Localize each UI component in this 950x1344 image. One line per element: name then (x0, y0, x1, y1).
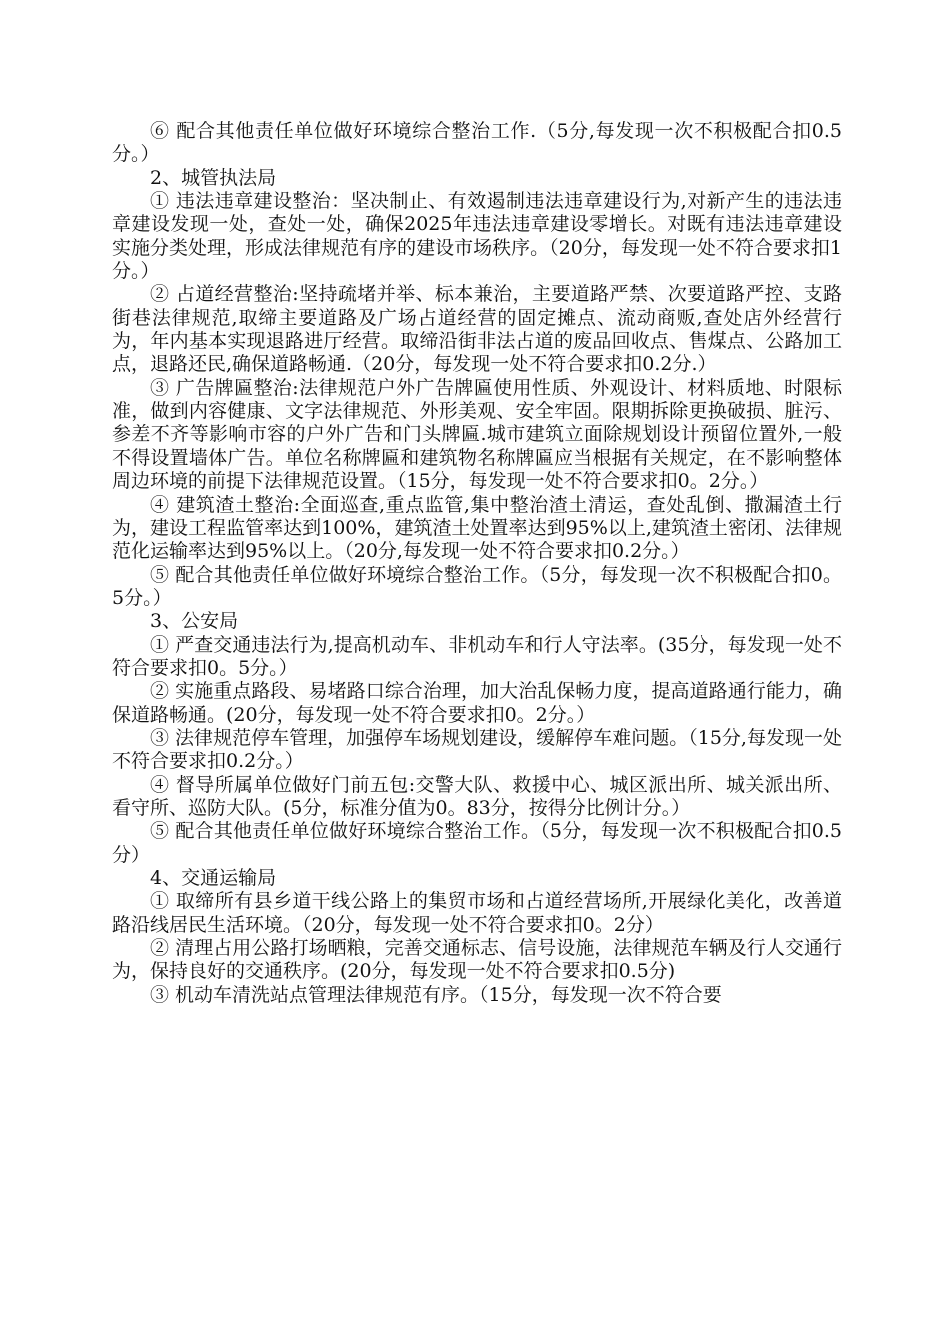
paragraph-markets-on-roads: ① 取缔所有县乡道干线公路上的集贸市场和占道经营场所,开展绿化美化，改善道路沿线居民生活环境。（20分，每发现一处不符合要求扣0。2分） (112, 890, 842, 936)
heading-public-security: 3、公安局 (150, 610, 239, 633)
paragraph-five-guarantees: ④ 督导所属单位做好门前五包:交警大队、救援中心、城区派出所、城关派出所、看守所、巡防大队。(5分，标准分值为0。83分，按得分比例计分。） (112, 773, 842, 819)
paragraph-grain-drying: ② 清理占用公路打场晒粮，完善交通标志、信号设施，法律规范车辆及行人交通行为，保持良好的交通秩序。(20分，每发现一处不符合要求扣0.5分) (112, 937, 842, 983)
paragraph-cooperate-police: ⑤ 配合其他责任单位做好环境综合整治工作。（5分，每发现一次不积极配合扣0.5分） (112, 820, 842, 866)
paragraph-cooperate-6: ⑥ 配合其他责任单位做好环境综合整治工作.（5分,每发现一次不积极配合扣0.5分。） (112, 120, 842, 166)
paragraph-billboard: ③ 广告牌匾整治:法律规范户外广告牌匾使用性质、外观设计、材料质地、时限标准，做到内容健康、文字法律规范、外形美观、安全牢固。限期拆除更换破损、脏污、参差不齐等影响市容的户外广告和门头牌匾.城市建筑立面除规划设计预留位置外,一般不得设置墙体广告。单位名称牌匾和建筑物名称牌匾应当根据有关规定，在不影响整体周边环境的前提下法律规范设置。（15分，每发现一处不符合要求扣0。2分。） (112, 376, 842, 493)
paragraph-key-roads: ② 实施重点路段、易堵路口综合治理，加大治乱保畅力度，提高道路通行能力，确保道路畅通。(20分，每发现一处不符合要求扣0。2分。） (112, 680, 842, 726)
document-page (112, 120, 842, 1007)
paragraph-parking: ③ 法律规范停车管理，加强停车场规划建设，缓解停车难问题。（15分,每发现一处不符合要求扣0.2分。） (112, 726, 842, 773)
paragraph-construction-waste: ④ 建筑渣土整治:全面巡查,重点监管,集中整治渣土清运，查处乱倒、撒漏渣土行为，建设工程监管率达到100%，建筑渣土处置率达到95%以上,建筑渣土密闭、法律规范化运输率达到95%以上。（20分,每发现一处不符合要求扣0.2分。） (112, 493, 842, 563)
paragraph-cooperate-5: ⑤ 配合其他责任单位做好环境综合整治工作。（5分，每发现一次不积极配合扣0。5分。） (112, 563, 842, 609)
paragraph-illegal-construction: ① 违法违章建设整治：坚决制止、有效遏制违法违章建设行为,对新产生的违法违章建设发现一处，查处一处，确保2025年违法违章建设零增长。对既有违法违章建设实施分类处理，形成法律规范有序的建设市场秩序。（20分，每发现一处不符合要求扣1分。） (112, 190, 842, 283)
paragraph-road-occupation: ② 占道经营整治:坚持疏堵并举、标本兼治，主要道路严禁、次要道路严控、支路街巷法律规范,取缔主要道路及广场占道经营的固定摊点、流动商贩,查处店外经营行为，年内基本实现退路进厅经营。取缔沿街非法占道的废品回收点、售煤点、公路加工点，退路还民,确保道路畅通.（20分，每发现一处不符合要求扣0.2分.） (112, 283, 842, 376)
paragraph-traffic-violation: ① 严查交通违法行为,提高机动车、非机动车和行人守法率。(35分，每发现一处不符合要求扣0。5分。） (112, 633, 842, 679)
heading-urban-management: 2、城管执法局 (150, 166, 277, 189)
paragraph-car-wash: ③ 机动车清洗站点管理法律规范有序。（15分，每发现一次不符合要 (150, 983, 722, 1006)
heading-transport: 4、交通运输局 (150, 867, 277, 889)
